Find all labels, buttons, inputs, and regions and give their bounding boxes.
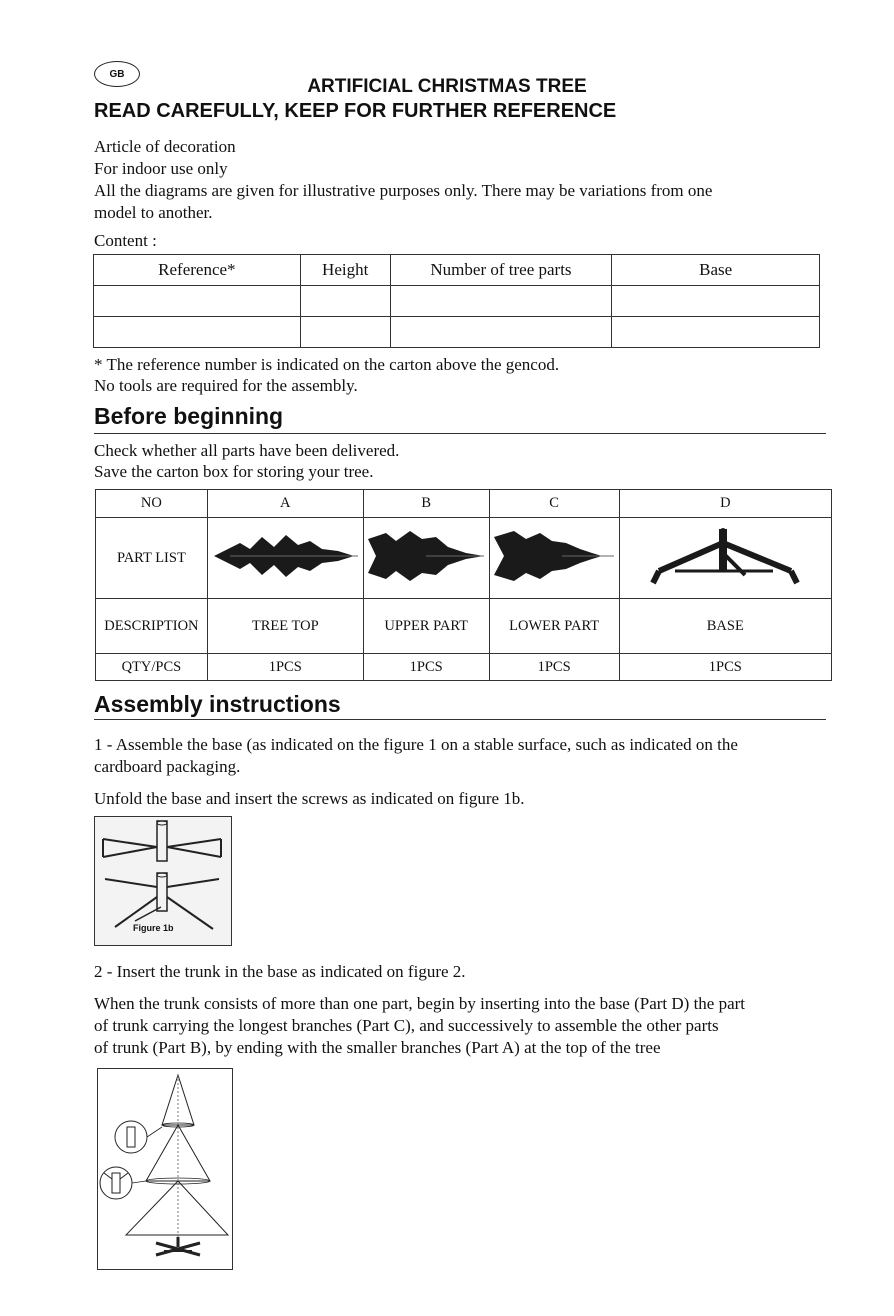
row-label-description: DESCRIPTION	[96, 599, 208, 654]
parts-qty-row	[96, 654, 832, 681]
note-reference: * The reference number is indicated on the carton above the gencod.	[94, 355, 560, 374]
header-base: Base	[612, 255, 820, 286]
figure-1b	[94, 816, 232, 946]
step1-detail: Unfold the base and insert the screws as indicated on figure 1b.	[94, 789, 525, 808]
table-cell	[390, 286, 612, 317]
table-cell	[612, 286, 820, 317]
before-line-1: Check whether all parts have been delivered.	[94, 441, 400, 460]
row-label-no: NO	[96, 490, 208, 518]
table-cell	[300, 317, 390, 348]
parts-description-row	[96, 599, 832, 654]
header-parts-count: Number of tree parts	[390, 255, 612, 286]
content-table	[93, 254, 820, 348]
intro-line-3: All the diagrams are given for illustrative purposes only. There may be variations from one	[94, 181, 713, 200]
step1-line-2: cardboard packaging.	[94, 757, 241, 776]
part-qty-a: 1PCS	[207, 654, 363, 681]
section-divider	[94, 433, 826, 434]
step2-heading: 2 - Insert the trunk in the base as indicated on figure 2.	[94, 962, 466, 981]
tree-assembly-diagram	[98, 1069, 232, 1269]
table-cell	[390, 317, 612, 348]
part-qty-d: 1PCS	[619, 654, 831, 681]
table-row	[94, 317, 820, 348]
part-id-a: A	[207, 490, 363, 518]
parts-id-row	[96, 490, 832, 518]
part-description-c: LOWER PART	[489, 599, 619, 654]
step2-line-2: of trunk carrying the longest branches (Part C), and successively to assemble the other parts	[94, 1016, 719, 1035]
part-id-b: B	[363, 490, 489, 518]
content-table-header-row	[94, 255, 820, 286]
part-qty-c: 1PCS	[489, 654, 619, 681]
before-heading: Before beginning	[94, 403, 284, 429]
parts-image-row	[96, 518, 832, 599]
section-divider	[94, 719, 826, 720]
part-description-d: BASE	[619, 599, 831, 654]
content-label: Content :	[94, 231, 157, 250]
upper-part-image	[363, 518, 489, 599]
row-label-qty: QTY/PCS	[96, 654, 208, 681]
language-badge: GB	[94, 61, 140, 87]
figure-1b-caption: Figure 1b	[133, 923, 174, 933]
part-id-c: C	[489, 490, 619, 518]
table-cell	[94, 317, 301, 348]
base-image	[619, 518, 831, 599]
header-height: Height	[300, 255, 390, 286]
note-tools: No tools are required for the assembly.	[94, 376, 358, 395]
step2-line-3: of trunk (Part B), by ending with the smaller branches (Part A) at the top of the tree	[94, 1038, 661, 1057]
header-reference: Reference*	[94, 255, 301, 286]
tree-top-image	[207, 518, 363, 599]
row-label-part-list: PART LIST	[96, 518, 208, 599]
table-cell	[612, 317, 820, 348]
part-description-b: UPPER PART	[363, 599, 489, 654]
intro-line-4: model to another.	[94, 203, 213, 222]
parts-table	[95, 489, 832, 681]
part-qty-b: 1PCS	[363, 654, 489, 681]
step2-line-1: When the trunk consists of more than one part, begin by inserting into the base (Part D) the part	[94, 994, 746, 1013]
part-id-d: D	[619, 490, 831, 518]
figure-2	[97, 1068, 233, 1270]
document-title: ARTIFICIAL CHRISTMAS TREE	[307, 76, 587, 97]
step1-line-1: 1 - Assemble the base (as indicated on the figure 1 on a stable surface, such as indicated on the	[94, 735, 738, 754]
lower-part-image	[489, 518, 619, 599]
document-subtitle: READ CAREFULLY, KEEP FOR FURTHER REFERENCE	[94, 100, 617, 122]
table-cell	[300, 286, 390, 317]
part-description-a: TREE TOP	[207, 599, 363, 654]
intro-line-2: For indoor use only	[94, 159, 228, 178]
intro-line-1: Article of decoration	[94, 137, 236, 156]
table-row	[94, 286, 820, 317]
assembly-heading: Assembly instructions	[94, 691, 341, 717]
table-cell	[94, 286, 301, 317]
before-line-2: Save the carton box for storing your tree.	[94, 462, 374, 481]
